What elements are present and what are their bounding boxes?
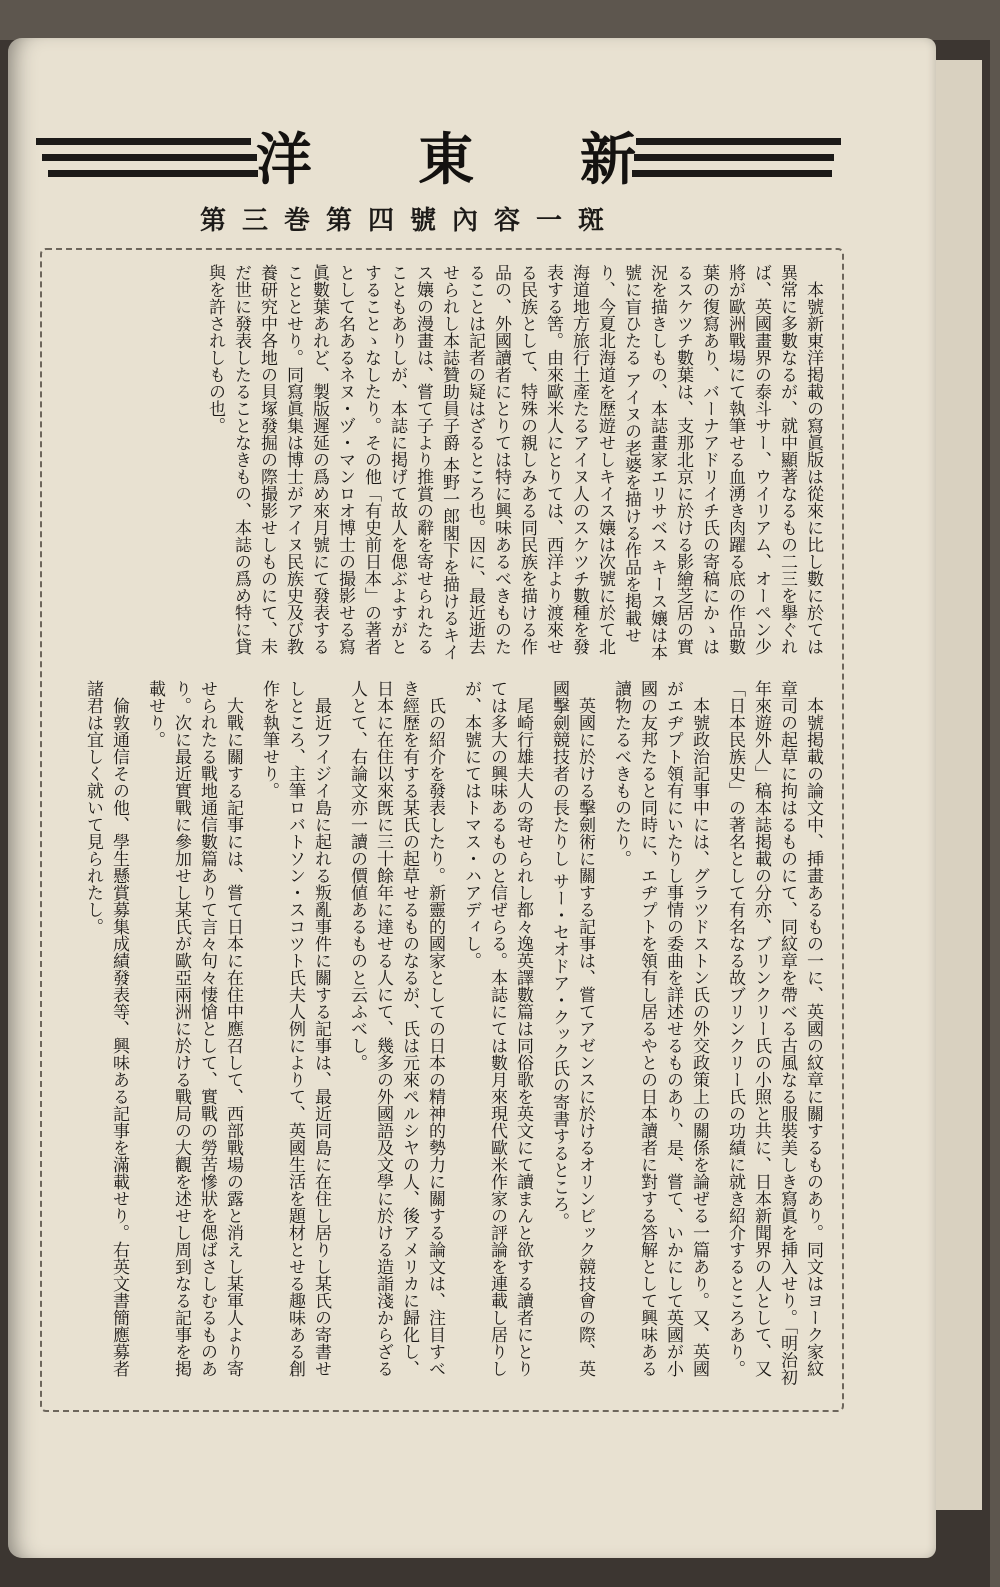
title-char-2: 東 bbox=[418, 127, 474, 193]
lower-paragraph-8: 倫敦通信その他、學生懸賞募集成績發表等、興味ある記事を滿載せり。右英文書簡應募者諸君は宜しく就いて見られたし。 bbox=[83, 680, 129, 1377]
title-char-3: 洋 bbox=[256, 127, 312, 193]
upper-text-block bbox=[54, 264, 826, 664]
masthead bbox=[36, 118, 842, 194]
lower-paragraph-7: 大戰に關する記事には、嘗て日本に在住中應召して、西部戰場の露と消えし某軍人より寄せられたる戰地通信數篇ありて言々句々悽愴として、實戰の勞苦慘狀を偲ばさしむるものあり。次に最近實戰に參加せし某氏が歐亞兩洲に於ける戰局の大觀を述せし周到なる記事を掲載せり。 bbox=[145, 680, 243, 1377]
masthead-bar-left-top bbox=[36, 138, 251, 145]
lower-paragraph-1: 本號掲載の論文中、挿畫あるもの一に、英國の紋章に關するものあり。同文はヨーク家紋章司の起草に拘はるものにて、同紋章を帶べる古風なる服裝美しき寫眞を挿入せり。「明治初年來遊外人」稿本誌掲載の分亦、ブリンクリー氏の小照と共に、日本新聞界の人として、又「日本民族史」の著名として有名なる故ブリンクリー氏の功績に就き紹介するところあり。 bbox=[725, 680, 823, 1386]
issue-subtitle: 第三巻第四號內容一斑 bbox=[199, 206, 620, 236]
lower-paragraph-3: 英國に於ける擊劍術に關する記事は、嘗てアゼンスに於けるオリンピック競技會の際、英國擊劍競技者の長たりし サー・セオドア・クック氏の寄書するところ。 bbox=[549, 680, 595, 1377]
masthead-bar-right-mid bbox=[634, 154, 834, 161]
masthead-bar-left-mid bbox=[42, 154, 257, 161]
magazine-title bbox=[256, 118, 636, 194]
title-char-1: 新 bbox=[580, 127, 636, 193]
masthead-bar-right-bottom bbox=[632, 170, 832, 177]
lower-text-block bbox=[54, 680, 826, 1390]
masthead-bar-right-top bbox=[636, 138, 841, 145]
lower-paragraph-5: 氏の紹介を發表したり。新靈的國家としての日本の精神的勢力に關する論文は、注目すべき經歷を有する某氏の起草せるものなるが、氏は元來ペルシヤの人、後アメリカに歸化し、日本に在住以來旣に三十餘年に達せる人にて、幾多の外國語及文學に於ける造詣淺からざる人とて、右論文亦一讀の價値あるものと云ふべし。 bbox=[347, 680, 445, 1377]
masthead-bar-left-bottom bbox=[48, 170, 258, 177]
lower-paragraph-2: 本號政治記事中には、グラツドストン氏の外交政策上の關係を論ぜる一篇あり。又、英國がエヂプト領有にいたりし事情の委曲を詳述せるものあり、是、嘗て、いかにして英國が小國の友邦たると同時に、エヂプトを領有し居るやとの日本讀者に對する答解として興味ある讀物たるべきものたり。 bbox=[611, 680, 709, 1377]
upper-paragraph-1: 本號新東洋掲載の寫眞版は從來に比し數に於ては異常に多數なるが、就中顯著なるもの二三を擧ぐれば、英國畫界の泰斗サー、ウイリアム、オーペン少將が歐洲戰場にて執筆せる血湧き肉躍る底の作品數葉の復寫あり、バーナアドリイチ氏の寄稿にかゝはるスケツチ數葉は、支那北京に於ける影繪芝居の實況を描きしもの、本誌畫家エリサベス キース孃は本號に盲ひたる アイヌの老婆を描ける作品を掲載せり、今夏北海道を歷遊せしキイス孃は次號に於て北海道地方旅行土產たるアイヌ人のスケツチ數種を發表する筈。由來歐米人にとりては、西洋より渡來せる民族として、特殊の親しみある同民族を描ける作品の、外國讀者にとりては特に興味あるべきものたることは記者の疑はざるところ也。因に、最近逝去せられし本誌贊助員子爵 本野一郎閣下を描けるキイス孃の漫畫は、嘗て子より推賞の辭を寄せられたることもありしが、本誌に掲げて故人を偲ぶよすがとすることゝなしたり。その他「有史前日本」の著者として名あるネヌ・ヅ・マンロオ博士の撮影せる寫眞數葉あれど、製版遲延の爲め來月號にて發表することとせり。同寫眞集は博士がアイヌ民族史及び教養研究中各地の貝塚發掘の際撮影せしものにて、未だ世に發表したることなきもの、本誌の爲め特に貸與を許されしもの也。 bbox=[205, 264, 823, 661]
lower-paragraph-6: 最近フイジイ島に起れる叛亂事件に關する記事は、最近同島に在住し居りし某氏の寄書せしところ、主筆ロバトソン・スコツト氏夫人例によりて、英國生活を題材とせる趣味ある創作を執筆せり。 bbox=[259, 680, 331, 1377]
lower-paragraph-4: 尾崎行雄夫人の寄せられし都々逸英譯數篇は同俗歌を英文にて讀まんと欲する讀者にとりては多大の興味あるものと信ぜらる。本誌にては數月來現代歐米作家の評論を連載し居りしが、本號にてはトマス・ハアディし。 bbox=[461, 680, 533, 1377]
